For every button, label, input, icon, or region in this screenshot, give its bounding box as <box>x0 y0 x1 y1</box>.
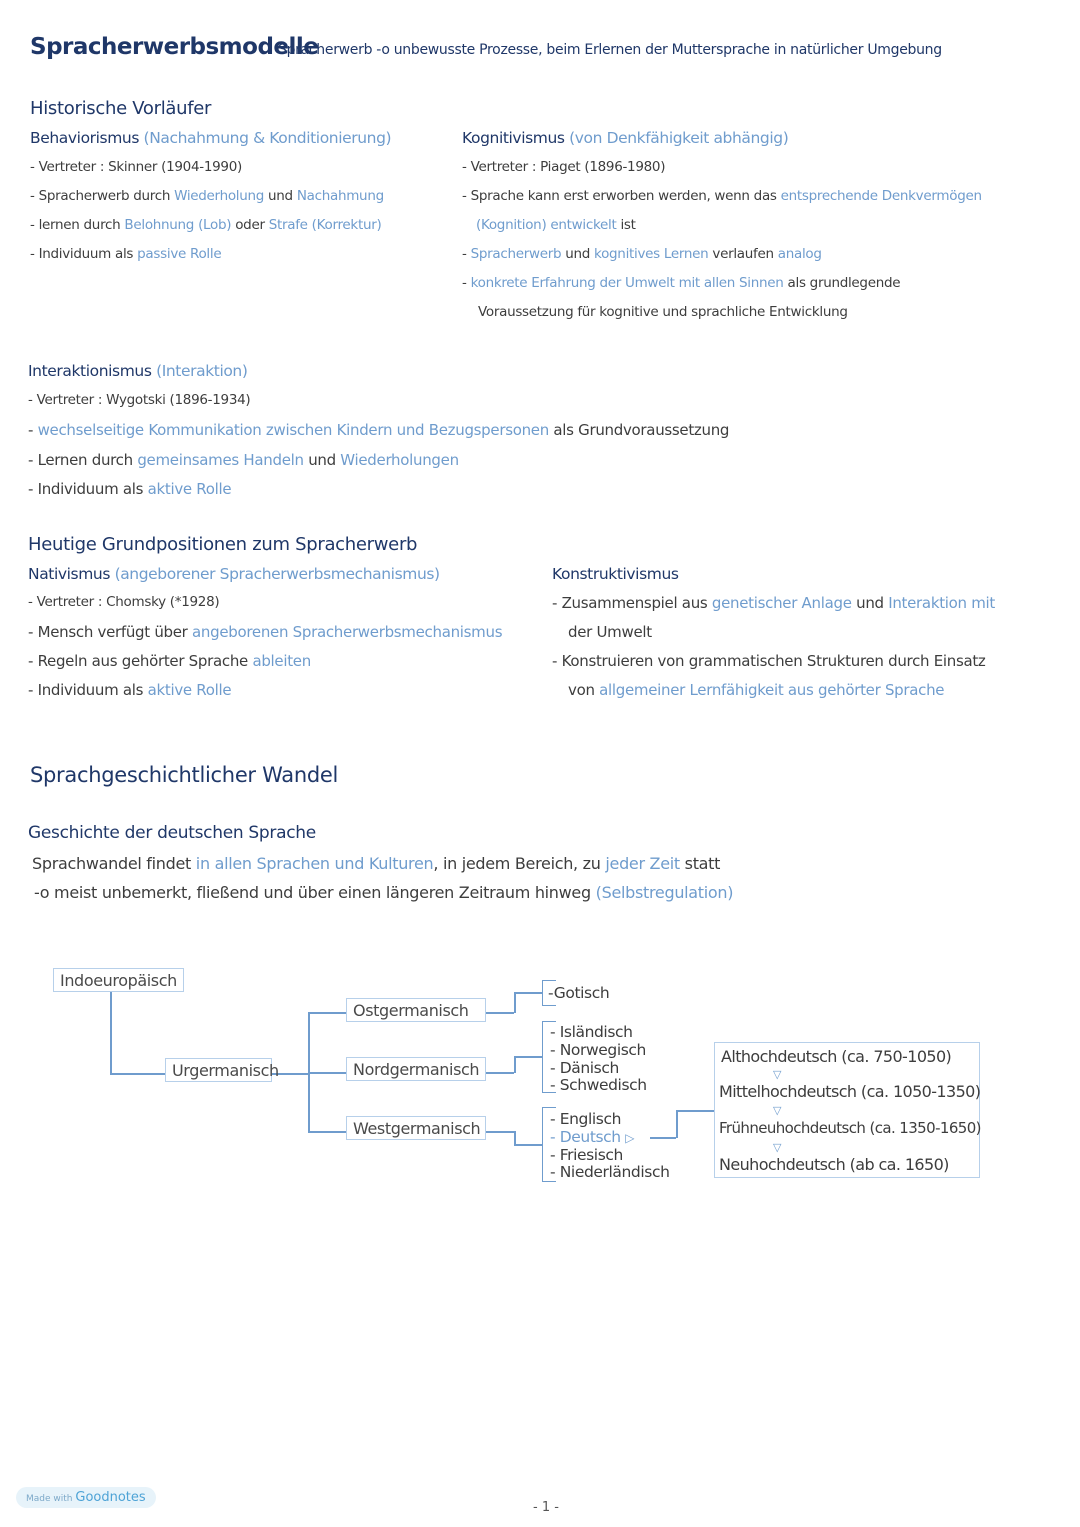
interaktionismus-line-3: - Lernen durch gemeinsames Handeln und Wiederholungen <box>28 451 459 469</box>
connector-ost-up <box>514 992 516 1013</box>
interaktionismus-line-4: - Individuum als aktive Rolle <box>28 480 232 498</box>
behaviorismus-line-3: - lernen durch Belohnung (Lob) oder Strafe (Korrektur) <box>30 217 382 233</box>
kognitivismus-line-4: - Spracherwerb und kognitives Lernen verlaufen analog <box>462 246 822 262</box>
kognitivismus-title: Kognitivismus <box>462 129 565 147</box>
nativismus-heading <box>28 565 440 583</box>
goodnotes-badge[interactable]: Made with Goodnotes <box>16 1487 156 1508</box>
connector-nord-langs <box>486 1072 514 1074</box>
nativismus-line-4: - Individuum als aktive Rolle <box>28 681 232 699</box>
connector-deutsch-up <box>676 1110 678 1138</box>
arrow-down-icon: ▽ <box>773 1141 782 1154</box>
lang-islaendisch: - Isländisch <box>550 1023 633 1041</box>
lang-gotisch: -Gotisch <box>548 984 610 1002</box>
node-nordgermanisch: Nordgermanisch <box>346 1057 486 1081</box>
connector-west-langs <box>486 1131 514 1133</box>
behaviorismus-line-4: - Individuum als passive Rolle <box>30 246 222 262</box>
behaviorismus-paren: (Nachahmung & Konditionierung) <box>143 129 392 147</box>
wandel-heading: Geschichte der deutschen Sprache <box>28 823 316 843</box>
behaviorismus-heading <box>30 129 391 147</box>
lang-niederlaendisch: - Niederländisch <box>550 1163 670 1181</box>
nativismus-line-2: - Mensch verfügt über angeborenen Spracherwerbsmechanismus <box>28 623 503 641</box>
page-number: - 1 - <box>533 1500 559 1515</box>
kognitivismus-line-2: - Sprache kann erst erworben werden, wenn das entsprechende Denkvermögen <box>462 188 982 204</box>
behaviorismus-line-1: - Vertreter : Skinner (1904-1990) <box>30 159 242 175</box>
interaktionismus-paren: (Interaktion) <box>156 362 248 380</box>
lang-friesisch: - Friesisch <box>550 1146 623 1164</box>
connector-ost-bracket <box>514 992 542 994</box>
connector-root-down <box>110 992 112 1074</box>
kognitivismus-line-6: Voraussetzung für kognitive und sprachliche Entwicklung <box>478 304 848 320</box>
wandel-title: Sprachgeschichtlicher Wandel <box>30 763 339 787</box>
arrow-down-icon: ▽ <box>773 1068 782 1081</box>
behaviorismus-line-2: - Spracherwerb durch Wiederholung und Nachahmung <box>30 188 384 204</box>
interaktionismus-title: Interaktionismus <box>28 362 152 380</box>
historic-heading: Historische Vorläufer <box>30 98 212 119</box>
arrow-down-icon: ▽ <box>773 1104 782 1117</box>
connector-root-urgermanisch <box>110 1073 166 1075</box>
connector-west-down <box>514 1131 516 1145</box>
kognitivismus-line-1: - Vertreter : Piaget (1896-1980) <box>462 159 666 175</box>
node-indoeuropaeisch: Indoeuropäisch <box>53 968 184 992</box>
period-althochdeutsch: Althochdeutsch (ca. 750-1050) <box>721 1047 952 1066</box>
nativismus-paren: (angeborener Spracherwerbsmechanismus) <box>114 565 440 583</box>
connector-west-bracket <box>514 1144 542 1146</box>
period-neuhochdeutsch: Neuhochdeutsch (ab ca. 1650) <box>719 1155 949 1174</box>
node-ostgermanisch: Ostgermanisch <box>346 998 486 1022</box>
konstruktivismus-line-4: von allgemeiner Lernfähigkeit aus gehörter Sprache <box>568 681 945 699</box>
period-mittelhochdeutsch: Mittelhochdeutsch (ca. 1050-1350) <box>719 1082 981 1101</box>
konstruktivismus-line-1: - Zusammenspiel aus genetischer Anlage und Interaktion mit <box>552 594 995 612</box>
connector-ost-langs <box>486 1012 514 1014</box>
today-heading: Heutige Grundpositionen zum Spracherwerb <box>28 534 418 555</box>
period-fruehneuhochdeutsch: Frühneuhochdeutsch (ca. 1350-1650) <box>719 1119 981 1137</box>
kognitivismus-line-5: - konkrete Erfahrung der Umwelt mit allen Sinnen als grundlegende <box>462 275 901 291</box>
kognitivismus-heading <box>462 129 788 147</box>
lang-deutsch: - Deutsch ▷ <box>550 1128 635 1146</box>
wandel-line-1: Sprachwandel findet in allen Sprachen und Kulturen, in jedem Bereich, zu jeder Zeit statt <box>32 854 721 873</box>
kognitivismus-line-3: (Kognition) entwickelt ist <box>476 217 636 233</box>
node-urgermanisch: Urgermanisch <box>165 1058 272 1082</box>
lang-schwedisch: - Schwedisch <box>550 1076 647 1094</box>
connector-deutsch-periods <box>676 1110 714 1112</box>
nativismus-line-1: - Vertreter : Chomsky (*1928) <box>28 594 220 610</box>
node-westgermanisch: Westgermanisch <box>346 1116 486 1140</box>
behaviorismus-title: Behaviorismus <box>30 129 140 147</box>
lang-englisch: - Englisch <box>550 1110 622 1128</box>
connector-nord-up <box>514 1056 516 1073</box>
kognitivismus-paren: (von Denkfähigkeit abhängig) <box>569 129 789 147</box>
nativismus-title: Nativismus <box>28 565 111 583</box>
page-title: Spracherwerbsmodelle <box>30 34 319 60</box>
wandel-line-2: -o meist unbemerkt, fließend und über einen längeren Zeitraum hinweg (Selbstregulation) <box>34 883 734 902</box>
interaktionismus-heading <box>28 362 248 380</box>
konstruktivismus-heading: Konstruktivismus <box>552 565 679 583</box>
konstruktivismus-line-2: der Umwelt <box>568 623 652 641</box>
page-subtitle: Spracherwerb -o unbewusste Prozesse, beim Erlernen der Muttersprache in natürlicher Umgebung <box>278 42 942 58</box>
lang-daenisch: - Dänisch <box>550 1059 619 1077</box>
connector-to-ost <box>308 1012 348 1014</box>
connector-nord-bracket <box>514 1056 542 1058</box>
konstruktivismus-line-3: - Konstruieren von grammatischen Strukturen durch Einsatz <box>552 652 986 670</box>
lang-norwegisch: - Norwegisch <box>550 1041 646 1059</box>
connector-to-nord <box>308 1072 348 1074</box>
connector-deutsch-out <box>650 1137 676 1139</box>
nativismus-line-3: - Regeln aus gehörter Sprache ableiten <box>28 652 311 670</box>
interaktionismus-line-2: - wechselseitige Kommunikation zwischen Kindern und Bezugspersonen als Grundvoraussetzung <box>28 421 730 439</box>
connector-to-west <box>308 1131 348 1133</box>
interaktionismus-line-1: - Vertreter : Wygotski (1896-1934) <box>28 392 251 408</box>
